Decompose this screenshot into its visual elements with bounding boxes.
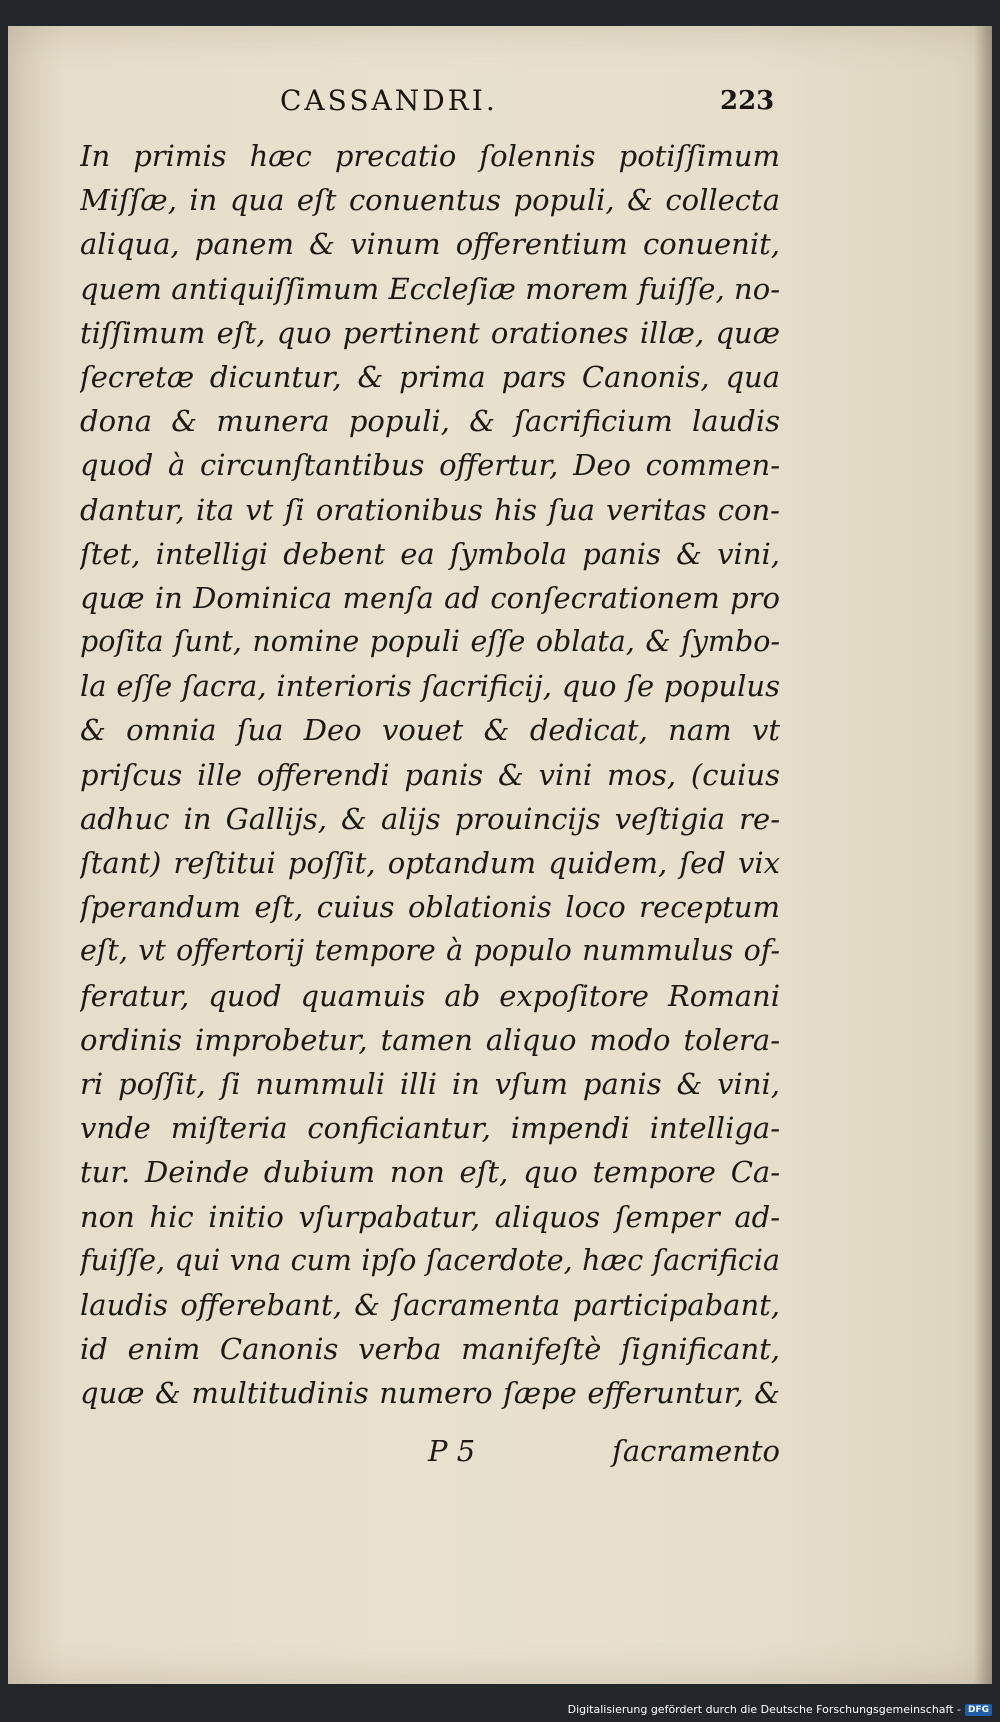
- text-line: priſcus ille offerendi panis & vini mos, (cuius: [80, 757, 780, 792]
- text-line: quæ in Dominica menſa ad conſecrationem pro: [80, 580, 780, 615]
- text-line: dantur, ita vt ſi orationibus his ſua veritas con-: [80, 492, 780, 527]
- catchline: [80, 1434, 780, 1478]
- text-line: quem antiquiſſimum Eccleſiæ morem fuiſſe, no-: [80, 271, 780, 306]
- text-line: adhuc in Gallijs, & alijs prouincijs veſtigia re-: [80, 801, 780, 836]
- text-line: laudis offerebant, & ſacramenta participabant,: [80, 1287, 780, 1322]
- signature-mark: P 5: [428, 1434, 476, 1468]
- text-line: In primis hæc precatio ſolennis potiſſimum: [80, 139, 780, 173]
- dfg-logo: DFG: [965, 1704, 992, 1716]
- text-line: non hic initio vſurpabatur, aliquos ſemper ad-: [80, 1199, 780, 1234]
- text-line: Miſſæ, in qua eſt conuentus populi, & collecta: [80, 183, 780, 218]
- digitization-notice-text: Digitalisierung gefördert durch die Deutsche Forschungsgemeinschaft -: [567, 1703, 961, 1716]
- page-number: 223: [720, 86, 775, 116]
- catchword: ſacramento: [612, 1434, 780, 1468]
- text-line: ordinis improbetur, tamen aliquo modo tolera-: [80, 1022, 780, 1057]
- text-line: quæ & multitudinis numero ſæpe efferuntur, &: [80, 1376, 780, 1411]
- text-line: ri poſſit, ſi nummuli illi in vſum panis & vini,: [80, 1066, 780, 1101]
- text-line: ſecretæ dicuntur, & prima pars Canonis, qua: [80, 359, 780, 394]
- text-line: fuiſſe, qui vna cum ipſo ſacerdote, hæc ſacrificia: [80, 1243, 780, 1277]
- text-line: poſita ſunt, nomine populi eſſe oblata, & ſymbo-: [80, 625, 780, 659]
- text-line: ſperandum eſt, cuius oblationis loco receptum: [80, 890, 780, 925]
- text-line: quod à circunſtantibus offertur, Deo commen-: [80, 448, 780, 483]
- text-line: la eſſe ſacra, interioris ſacrificij, quo ſe populus: [80, 669, 780, 704]
- text-line: aliqua, panem & vinum offerentium conuenit,: [80, 227, 780, 262]
- book-page: [8, 26, 992, 1684]
- page-gutter-shadow: [974, 26, 992, 1684]
- text-line: tiſſimum eſt, quo pertinent orationes illæ, quæ: [80, 315, 780, 350]
- text-line: ſtant) reſtitui poſſit, optandum quidem, ſed vix: [80, 846, 780, 880]
- text-line: id enim Canonis verba manifeſtè ſignificant,: [80, 1332, 780, 1367]
- text-line: feratur, quod quamuis ab expoſitore Romani: [80, 978, 780, 1013]
- text-line: & omnia ſua Deo vouet & dedicat, nam vt: [80, 713, 780, 748]
- running-head: CASSANDRI.: [280, 84, 498, 117]
- text-line: vnde miſteria conficiantur, impendi intelliga-: [80, 1111, 780, 1146]
- body-text: [80, 134, 780, 1415]
- digitization-notice: [568, 1703, 992, 1716]
- text-line: ſtet, intelligi debent ea ſymbola panis & vini,: [80, 536, 780, 571]
- text-line: eſt, vt offertorij tempore à populo nummulus of-: [80, 934, 780, 968]
- text-line: tur. Deinde dubium non eſt, quo tempore Ca-: [80, 1155, 780, 1190]
- text-line: dona & munera populi, & ſacrificium laudis: [80, 404, 780, 439]
